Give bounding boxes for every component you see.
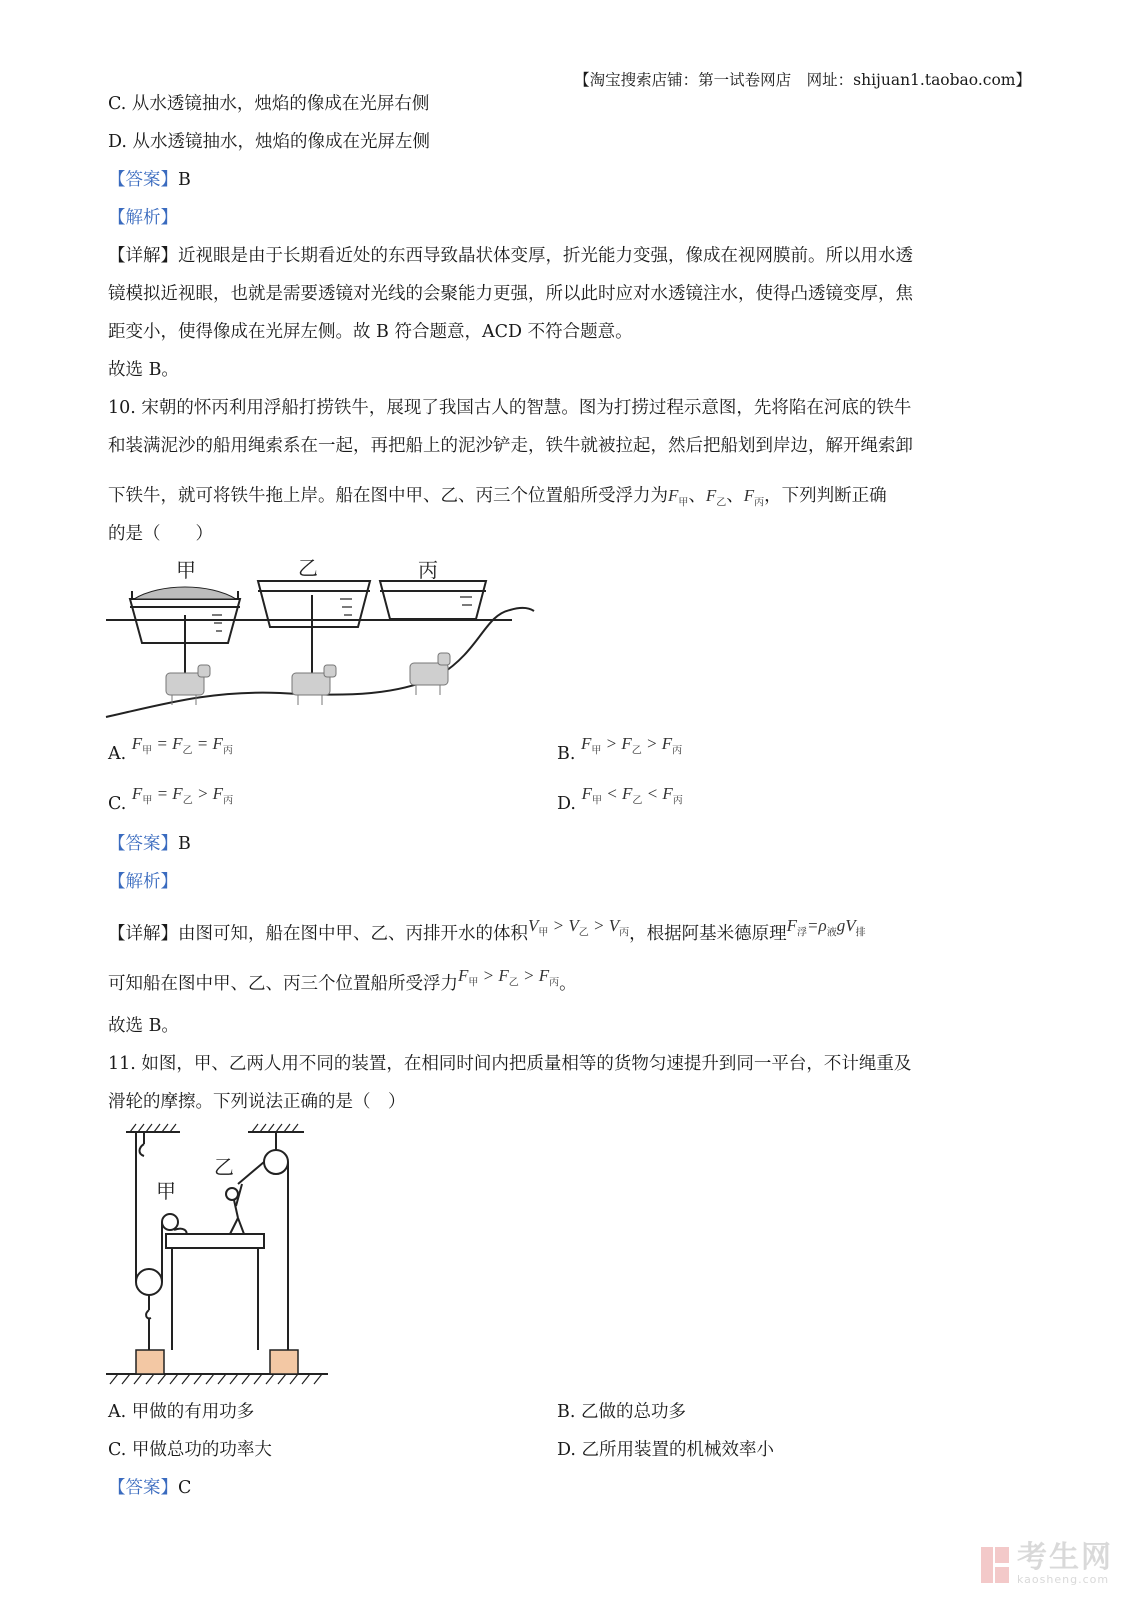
q10-boat-figure	[100, 555, 540, 725]
q10-option-a: A. $F_甲 = F_乙 = F_丙$	[108, 734, 233, 764]
label-yi: 乙	[298, 556, 318, 580]
q9-detail-line-3: 距变小，使得像成在光屏左侧。故 B 符合题意，ACD 不符合题意。	[108, 322, 633, 342]
q10-stem-line-2: 和装满泥沙的船用绳索系在一起，再把船上的泥沙铲走，铁牛就被拉起，然后把船划到岸边，解开绳索卸	[108, 436, 913, 456]
q9-analysis-tag: 【解析】	[108, 208, 178, 228]
platform-top	[166, 1234, 264, 1248]
iron-ox-2	[292, 665, 336, 705]
riverbed	[106, 608, 534, 717]
q10-option-c: C. $F_甲 = F_乙 > F_丙$	[108, 784, 234, 814]
q10-option-d: D. $F_甲 < F_乙 < F_丙$	[557, 784, 683, 814]
kaosheng-logo-icon	[979, 1545, 1011, 1585]
fixed-pulley	[264, 1150, 288, 1174]
label-jia: 甲	[176, 558, 196, 582]
q9-option-d: D. 从水透镜抽水，烛焰的像成在光屏左侧	[108, 132, 431, 152]
rope-yi-pull	[238, 1162, 264, 1184]
force-bing: $F_丙$	[743, 486, 765, 509]
q11-option-b: B. 乙做的总功多	[557, 1402, 686, 1422]
q9-detail-line-2: 镜模拟近视眼，也就是需要透镜对光线的会聚能力更强，所以此时应对水透镜注水，使得凸透镜变厚，焦	[108, 284, 913, 304]
q10-stem-line-4: 的是（ ）	[108, 524, 213, 544]
q11-option-a: A. 甲做的有用功多	[108, 1402, 255, 1422]
q10-stem-line-1: 10. 宋朝的怀丙利用浮船打捞铁牛，展现了我国古人的智慧。图为打捞过程示意图，先将陷在河底的铁牛	[108, 398, 912, 418]
q11-option-d: D. 乙所用装置的机械效率小	[557, 1440, 775, 1460]
person-yi-head	[226, 1188, 238, 1200]
boat-bing	[380, 581, 486, 619]
watermark-url: kaosheng.com	[1017, 1573, 1110, 1586]
watermark-text: 考生网	[1017, 1540, 1113, 1575]
q10-detail-line-1: 【详解】由图可知，船在图中甲、乙、丙排开水的体积$V_甲 > V_乙 > V_丙$，根据阿基米德原理$F_浮=\rho_液gV_排$	[108, 916, 866, 944]
q11-answer: 【答案】C	[108, 1478, 192, 1498]
watermark	[979, 1540, 1113, 1586]
q10-detail-line-2: 可知船在图中甲、乙、丙三个位置船所受浮力$F_甲 > F_乙 > F_丙$。	[108, 966, 577, 994]
q10-option-b: B. $F_甲 > F_乙 > F_丙$	[557, 734, 683, 764]
q10-analysis-tag: 【解析】	[108, 872, 178, 892]
answer-tag: 【答案】	[108, 170, 178, 190]
movable-pulley	[136, 1269, 162, 1295]
label-jia: 甲	[156, 1179, 176, 1203]
q10-conclusion: 故选 B。	[108, 1016, 179, 1036]
q9-detail-line-1: 【详解】近视眼是由于长期看近处的东西导致晶状体变厚，折光能力变强，像成在视网膜前。所以用水透	[108, 246, 913, 266]
load-yi	[270, 1350, 298, 1374]
label-yi: 乙	[214, 1155, 234, 1179]
q10-stem-line-3: 下铁牛，就可将铁牛拖上岸。船在图中甲、乙、丙三个位置船所受浮力为$F_甲$、$F_乙$、$F_丙$，下列判断正确	[108, 486, 887, 509]
q10-answer: 【答案】B	[108, 834, 191, 854]
person-jia-head	[162, 1214, 178, 1230]
q11-stem-line-2: 滑轮的摩擦。下列说法正确的是（ ）	[108, 1092, 406, 1112]
q11-pulley-figure	[100, 1122, 340, 1392]
shop-header: 【淘宝搜索店铺：第一试卷网店 网址：shijuan1.taobao.com】	[574, 71, 1031, 89]
q11-option-c: C. 甲做总功的功率大	[108, 1440, 272, 1460]
force-yi: $F_乙$	[705, 486, 727, 509]
iron-ox-3	[410, 653, 450, 695]
q9-option-c: C. 从水透镜抽水，烛焰的像成在光屏右侧	[108, 94, 430, 114]
q9-conclusion: 故选 B。	[108, 360, 179, 380]
answer-value: B	[178, 170, 191, 190]
force-jia: $F_甲$	[668, 486, 689, 509]
load-jia	[136, 1350, 164, 1374]
label-bing: 丙	[418, 558, 438, 582]
sand-heap	[134, 587, 236, 599]
q9-answer	[108, 168, 191, 192]
q11-stem-line-1: 11. 如图，甲、乙两人用不同的装置，在相同时间内把质量相等的货物匀速提升到同一平台，不计绳重及	[108, 1054, 912, 1074]
